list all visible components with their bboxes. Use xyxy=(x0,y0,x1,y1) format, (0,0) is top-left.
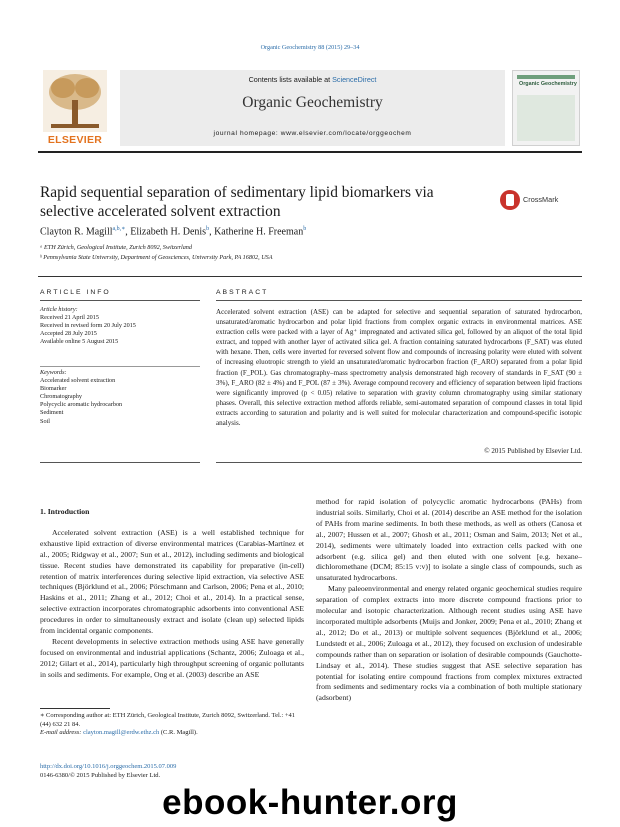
email-link[interactable]: clayton.magill@erdw.ethz.ch xyxy=(83,729,160,737)
article-info-rule xyxy=(40,300,200,301)
email-note xyxy=(40,729,304,738)
footnote xyxy=(40,712,304,738)
affiliation-a: ᵃ ETH Zürich, Geological Institute, Zurich 8092, Switzerland xyxy=(40,244,192,251)
abstract-text: Accelerated solvent extraction (ASE) can be adapted for selective and sequential separation of saturated hydrocarbon, unsaturated/aromatic hydrocarbon and polar lipid fractions from complex organic extracts in environmental matrices. ASE extraction cells were packed with a layer of Ag⁺ impregnated and activated silica gel, followed by an aliquot of the total lipid extract, and topped with another layer of activated silica gel. A fraction containing saturated hydrocarbons (F_SAT) was eluted with hexane. Then, cells were inverted for reversed solvent flow and compounds of increasing polarity were eluted with solvent of increasing eluotropic strength to yield an unsaturated/aromatic hydrocarbon fraction (F_ARO) separated from a polar lipid fraction (F_POL). Gas chromatography–mass spectrometry analysis demonstrated high recovery of standards in F_SAT (90 ± 3%), F_ARO (82 ± 4%) and F_POL (87 ± 3%). Average compound recovery and efficiency of separation between lipid fractions were significantly improved (p < 0.05) relative to separation with gravity column chromatography using similar stationary phases. Overall, this selective extraction method affords reliable, semi-automated separation of compound classes in total lipid extracts according to saturation and polarity and is well suited for molecular characterization and compound-specific isotopic analysis. xyxy=(216,308,582,428)
article-history xyxy=(40,306,200,346)
email-suffix: (C.R. Magill). xyxy=(159,729,198,737)
history-item: Received in revised form 20 July 2015 xyxy=(40,322,136,330)
author-name: Elizabeth H. Denis xyxy=(130,226,207,238)
history-title: Article history: xyxy=(40,306,78,313)
keywords xyxy=(40,369,200,426)
sciencedirect-link[interactable]: ScienceDirect xyxy=(332,75,377,84)
article-title xyxy=(40,183,480,221)
email-label: E-mail address: xyxy=(40,729,84,737)
history-item: Accepted 28 July 2015 xyxy=(40,330,97,338)
elsevier-wordmark: ELSEVIER xyxy=(47,134,103,146)
journal-homepage[interactable]: journal homepage: www.elsevier.com/locate/orggeochem xyxy=(213,130,412,137)
cover-title: Organic Geochemistry xyxy=(519,81,577,87)
cover-image xyxy=(517,95,575,141)
body-column-right xyxy=(316,497,582,704)
author-name: Katherine H. Freeman xyxy=(214,226,304,238)
cover-band xyxy=(517,75,575,79)
article-title-line: Rapid sequential separation of sedimentary lipid biomarkers via xyxy=(40,184,434,201)
journal-cover-thumbnail xyxy=(512,70,580,146)
copyright-line: © 2015 Published by Elsevier Ltd. xyxy=(484,447,582,455)
author-affiliation-marker[interactable]: b xyxy=(303,226,307,232)
abstract-rule xyxy=(216,300,582,301)
body-paragraph: Recent developments in selective extraction methods using ASE have generally focused on environmental and industrial applications (Schantz, 2006; Zuloaga et al., 2012; Gilart et al., 2014), particularly high throughput screening of organic pollutants in soils and sediments. For example, Ong et al. (2003) describe an ASE xyxy=(40,636,304,679)
footnote-rule xyxy=(40,708,110,709)
keyword-item: Polycyclic aromatic hydrocarbon xyxy=(40,401,123,409)
body-paragraph: Accelerated solvent extraction (ASE) is a well established technique for exhaustive lipid extraction of diverse environmental matrices (Carabias-Martínez et al., 2005; Ridgway et al., 2007; Sun et al., 2012), including sediments and biological tissue. Recent studies have demonstrated its capability for preparative (in-cell) retention of matrix interferences during selective lipid extraction, via selective ASE techniques (Björklund et al., 2006; Pörschmann and Carlson, 2006; Pena et al., 2010; Haskins et al., 2011; Zhang et al., 2012; Choi et al., 2014). In a practical sense, selective extraction incorporates chromatographic adsorbents into conventional ASE procedures in order to simultaneously extract and isolate (clean up) selected lipids from incidental organic components. xyxy=(40,527,304,636)
crossmark-button[interactable] xyxy=(500,190,580,210)
body-column-left xyxy=(40,507,304,681)
abstract-heading: ABSTRACT xyxy=(216,289,269,296)
crossmark-icon xyxy=(500,190,520,210)
article-title-line: selective accelerated solvent extraction xyxy=(40,203,281,220)
keywords-title: Keywords: xyxy=(40,369,67,376)
keyword-item: Soil xyxy=(40,417,50,425)
author-affiliation-marker[interactable]: b xyxy=(206,226,210,232)
header-divider xyxy=(38,151,582,153)
issn-line: 0146-6380/© 2015 Published by Elsevier Ltd. xyxy=(40,772,161,779)
abstract-bottom-rule xyxy=(216,462,582,463)
elsevier-tree-icon xyxy=(43,70,107,132)
body-paragraph: Many paleoenvironmental and energy related organic geochemical studies require separation of complex extracts into more discrete compound fractions prior to molecular and isotopic characterization. Although recent studies using ASE have incorporated multiple adsorbents (Muijs and Jonker, 2009; Pena et al., 2010; Zhang et al., 2012; Do et al., 2013) or multiple solvent sequences (Björklund et al., 2006; Lundstedt et al., 2006; Zuloaga et al., 2012), they focused on exclusion of undesirable compounds rather than on separation or isolation of desirable compounds (Gauchotte-Lindsay et al., 2014). These studies suggest that ASE selective separation has potential for isolating entire compound fractions from complex mixtures extracted from sediments and sedimentary rocks via a combination of both multiple stationary (adsorbent) xyxy=(316,584,582,703)
author-list: Clayton R. Magill$^{a,b,∗}$, Elizabeth H. Denis$^b$, Katherine H. Freeman$^b$ xyxy=(40,226,307,238)
keyword-item: Chromatography xyxy=(40,393,82,401)
section-heading: 1. Introduction xyxy=(40,507,90,516)
elsevier-logo xyxy=(40,70,110,146)
journal-title: Organic Geochemistry xyxy=(242,94,383,111)
corresponding-author-note: ∗ Corresponding author at: ETH Zürich, Geological Institute, Zurich 8092, Switzerland. Tel.: +41 (44) 632 21 84. xyxy=(40,712,295,728)
history-item: Available online 5 August 2015 xyxy=(40,338,119,346)
title-divider xyxy=(38,276,582,277)
body-paragraph: method for rapid isolation of polycyclic aromatic hydrocarbons (PAHs) from industrial soils. Similarly, Choi et al. (2014) describe an ASE method for the isolation of PAHs from marine sediments. In both these methods, as well as others (Canosa et al., 2007; Hussen et al., 2007; Ghosh et al., 2011; Osman and Saim, 2013; Net et al., 2014), sediments were ultimately loaded into extraction cells packed with one adsorbent (e.g. silica gel) and then eluted with one solvent [e.g. hexane–dichloromethane (DCM; 85:15 v:v)] to isolate a single class of compounds, such as unsaturated hydrocarbons. xyxy=(316,497,582,583)
affiliation-b: ᵇ Pennsylvania State University, Department of Geosciences, University Park, PA 16802, USA xyxy=(40,254,273,261)
contents-prefix: Contents lists available at xyxy=(248,75,333,84)
journal-citation-link[interactable]: Organic Geochemistry 88 (2015) 29–34 xyxy=(260,44,360,51)
crossmark-label: CrossMark xyxy=(523,195,559,204)
keyword-item: Accelerated solvent extraction xyxy=(40,377,116,385)
article-info-bottom-rule xyxy=(40,462,200,463)
article-info-divider xyxy=(40,366,200,367)
watermark: ebook-hunter.org xyxy=(162,783,458,822)
keyword-item: Sediment xyxy=(40,409,64,417)
author-name: Clayton R. Magill xyxy=(40,226,113,238)
author-affiliation-marker[interactable]: a,b,∗ xyxy=(112,226,126,232)
contents-line xyxy=(120,75,505,84)
doi-link[interactable]: http://dx.doi.org/10.1016/j.orggeochem.2015.07.009 xyxy=(40,763,177,770)
history-item: Received 21 April 2015 xyxy=(40,314,99,322)
article-info-heading: ARTICLE INFO xyxy=(40,289,111,296)
keyword-item: Biomarker xyxy=(40,385,67,393)
